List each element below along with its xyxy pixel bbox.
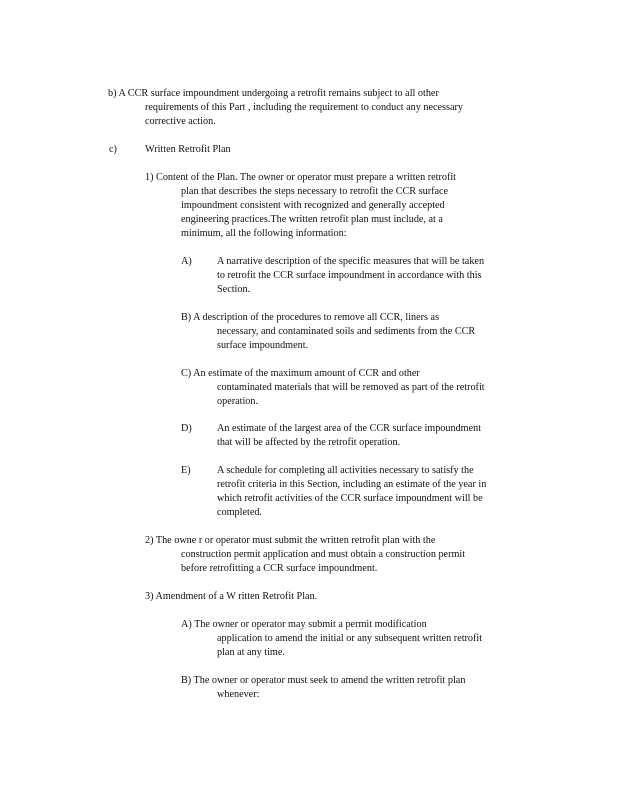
item-1a-line-3: Section.	[217, 284, 251, 295]
para-b-line-1: b) A CCR surface impoundment undergoing a retrofit remains subject to all other	[108, 88, 439, 99]
item-1-line-4: engineering practices.The written retrofit plan must include, at a	[181, 214, 443, 225]
item-1e-line-4: completed.	[217, 507, 262, 518]
item-3-heading: 3) Amendment of a W ritten Retrofit Plan.	[145, 591, 318, 602]
item-1b-line-1: B) A description of the procedures to remove all CCR, liners as	[181, 312, 440, 323]
item-1e-label: E)	[181, 465, 191, 476]
item-1a-line-1: A narrative description of the specific measures that will be taken	[217, 256, 485, 267]
para-b-line-3: corrective action.	[145, 116, 216, 127]
item-1-line-5: minimum, all the following information:	[181, 228, 347, 239]
item-3a-line-3: plan at any time.	[217, 647, 285, 658]
item-1d-line-2: that will be affected by the retrofit operation.	[217, 437, 401, 448]
item-1-line-3: impoundment consistent with recognized and generally accepted	[181, 200, 445, 211]
item-1c-line-1: C) An estimate of the maximum amount of CCR and other	[181, 368, 420, 379]
item-3a-line-2: application to amend the initial or any subsequent written retrofit	[217, 633, 483, 644]
item-1c-line-3: operation.	[217, 396, 259, 407]
item-1e-line-3: which retrofit activities of the CCR surface impoundment will be	[217, 493, 483, 504]
item-1b-line-3: surface impoundment.	[217, 340, 309, 351]
item-1-line-1: 1) Content of the Plan. The owner or operator must prepare a written retrofit	[145, 172, 456, 183]
item-1b-line-2: necessary, and contaminated soils and sediments from the CCR	[217, 326, 476, 337]
item-1d-line-1: An estimate of the largest area of the CCR surface impoundment	[217, 423, 482, 434]
item-2-line-1: 2) The owne r or operator must submit the written retrofit plan with the	[145, 535, 436, 546]
item-3a-line-1: A) The owner or operator may submit a permit modification	[181, 619, 427, 630]
item-1e-line-2: retrofit criteria in this Section, including an estimate of the year in	[217, 479, 487, 490]
item-2-line-3: before retrofitting a CCR surface impoundment.	[181, 563, 378, 574]
item-1-line-2: plan that describes the steps necessary to retrofit the CCR surface	[181, 186, 449, 197]
item-1c-line-2: contaminated materials that will be removed as part of the retrofit	[217, 382, 485, 393]
item-1a-line-2: to retrofit the CCR surface impoundment in accordance with this	[217, 270, 482, 281]
item-3b-line-2: whenever:	[217, 689, 260, 700]
item-1a-label: A)	[181, 256, 192, 267]
para-c-label: c)	[109, 144, 117, 155]
para-b-line-2: requirements of this Part , including the requirement to conduct any necessary	[145, 102, 463, 113]
item-2-line-2: construction permit application and must obtain a construction permit	[181, 549, 466, 560]
item-1e-line-1: A schedule for completing all activities necessary to satisfy the	[217, 465, 474, 476]
item-1d-label: D)	[181, 423, 192, 434]
item-3b-line-1: B) The owner or operator must seek to amend the written retrofit plan	[181, 675, 466, 686]
section-title-written-retrofit-plan: Written Retrofit Plan	[145, 144, 231, 155]
